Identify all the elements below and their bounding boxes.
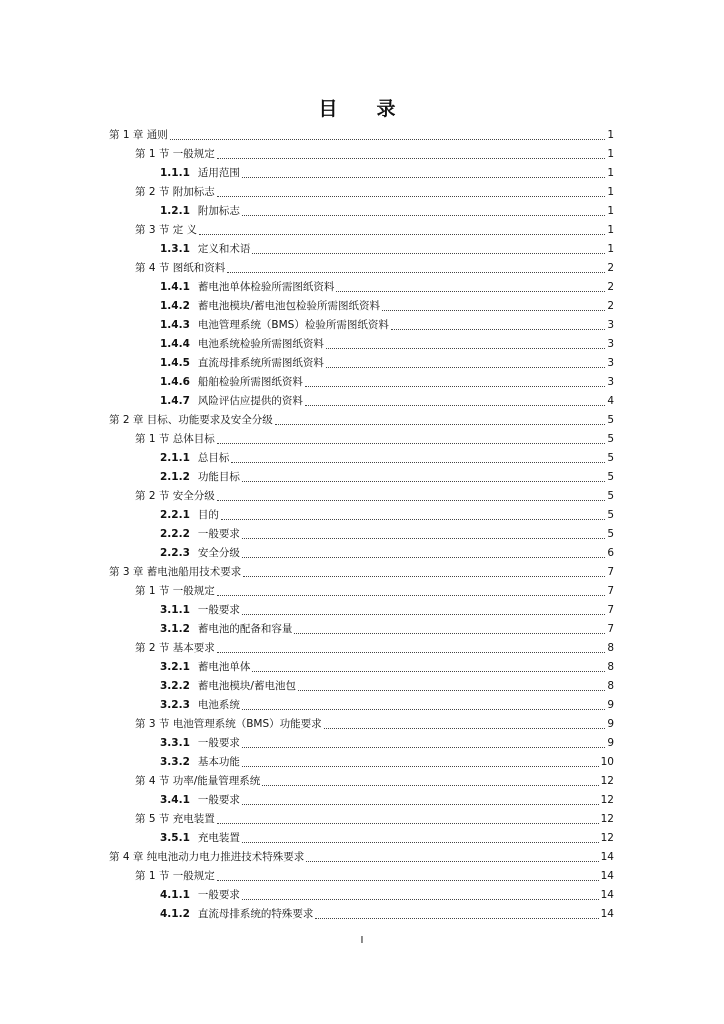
toc-leader-dots: [242, 709, 605, 710]
toc-leader-dots: [242, 481, 605, 482]
toc-entry-number: 3.4.1: [160, 794, 190, 806]
toc-entry[interactable]: [109, 848, 614, 866]
toc-entry-number: 3.1.2: [160, 623, 190, 635]
toc-leader-dots: [217, 652, 606, 653]
toc-entry[interactable]: [135, 183, 614, 201]
toc-leader-dots: [217, 443, 606, 444]
toc-leader-dots: [252, 671, 605, 672]
toc-entry-page: 2: [607, 300, 614, 312]
toc-entry-number: 4.1.2: [160, 908, 190, 920]
toc-entry-page: 7: [607, 623, 614, 635]
toc-entry-number: 3.2.2: [160, 680, 190, 692]
toc-entry-page: 5: [607, 452, 614, 464]
toc-entry[interactable]: [135, 582, 614, 600]
toc-entry[interactable]: [135, 145, 614, 163]
toc-entry-title: 直流母排系统所需图纸资料: [197, 357, 324, 369]
toc-leader-dots: [242, 215, 605, 216]
toc-leader-dots: [242, 614, 605, 615]
toc-leader-dots: [217, 500, 606, 501]
toc-entry-title: 蓄电池的配备和容量: [197, 623, 293, 635]
toc-entry-title: 船舶检验所需图纸资料: [197, 376, 303, 388]
toc-entry-number: 1.4.5: [160, 357, 190, 369]
toc-entry-page: 5: [607, 490, 614, 502]
toc-leader-dots: [242, 557, 605, 558]
toc-leader-dots: [217, 823, 599, 824]
toc-entry[interactable]: [135, 259, 614, 277]
toc-entry-page: 9: [607, 699, 614, 711]
toc-entry[interactable]: [160, 829, 614, 847]
toc-entry-page: 12: [600, 832, 614, 844]
toc-leader-dots: [275, 424, 606, 425]
toc-entry-title: 第 3 节 定 义: [135, 224, 198, 236]
toc-leader-dots: [294, 633, 605, 634]
toc-entry[interactable]: [160, 791, 614, 809]
toc-entry-page: 14: [600, 889, 614, 901]
toc-entry-number: 3.2.3: [160, 699, 190, 711]
toc-entry[interactable]: [160, 240, 614, 258]
toc-entry-page: 12: [600, 794, 614, 806]
toc-entry-title: 目的: [197, 509, 219, 521]
toc-leader-dots: [242, 747, 605, 748]
toc-entry-number: 1.1.1: [160, 167, 190, 179]
toc-entry-title: 第 2 节 附加标志: [135, 186, 215, 198]
toc-leader-dots: [336, 291, 605, 292]
toc-entry-title: 总目标: [197, 452, 230, 464]
toc-leader-dots: [298, 690, 605, 691]
toc-entry-page: 1: [607, 224, 614, 236]
toc-entry-page: 1: [607, 186, 614, 198]
toc-entry[interactable]: [135, 867, 614, 885]
toc-entry-title: 功能目标: [197, 471, 240, 483]
toc-leader-dots: [242, 766, 599, 767]
toc-entry-number: 1.4.1: [160, 281, 190, 293]
toc-entry[interactable]: [109, 563, 614, 581]
toc-entry[interactable]: [160, 886, 614, 904]
toc-entry-number: 1.4.6: [160, 376, 190, 388]
toc-entry[interactable]: [160, 506, 614, 524]
toc-leader-dots: [315, 918, 598, 919]
toc-leader-dots: [242, 177, 605, 178]
toc-leader-dots: [242, 538, 605, 539]
toc-entry[interactable]: [109, 411, 614, 429]
toc-entry-title: 适用范围: [197, 167, 240, 179]
toc-entry-page: 5: [607, 471, 614, 483]
toc-entry[interactable]: [160, 525, 614, 543]
toc-entry[interactable]: [160, 297, 614, 315]
toc-leader-dots: [262, 785, 598, 786]
toc-entry-number: 1.4.4: [160, 338, 190, 350]
toc-entry-page: 9: [607, 737, 614, 749]
toc-entry-page: 8: [607, 680, 614, 692]
toc-entry[interactable]: [135, 772, 614, 790]
toc-entry[interactable]: [135, 430, 614, 448]
toc-entry-page: 5: [607, 433, 614, 445]
toc-entry[interactable]: [160, 544, 614, 562]
toc-entry[interactable]: [135, 639, 614, 657]
toc-entry-number: 2.1.2: [160, 471, 190, 483]
toc-entry-title: 定义和术语: [197, 243, 251, 255]
toc-entry-page: 10: [600, 756, 614, 768]
toc-entry-page: 1: [607, 243, 614, 255]
toc-leader-dots: [217, 595, 606, 596]
toc-entry-page: 6: [607, 547, 614, 559]
toc-entry-page: 8: [607, 642, 614, 654]
toc-entry[interactable]: [160, 658, 614, 676]
toc-entry-number: 3.1.1: [160, 604, 190, 616]
toc-entry-page: 7: [607, 566, 614, 578]
toc-entry-title: 直流母排系统的特殊要求: [197, 908, 314, 920]
toc-entry[interactable]: [160, 753, 614, 771]
toc-entry-title: 第 4 节 功率/能量管理系统: [135, 775, 261, 787]
toc-entry[interactable]: [109, 126, 614, 144]
toc-entry-number: 3.2.1: [160, 661, 190, 673]
toc-entry[interactable]: [160, 696, 614, 714]
toc-leader-dots: [227, 272, 605, 273]
toc-entry-page: 2: [607, 281, 614, 293]
toc-entry-number: 1.3.1: [160, 243, 190, 255]
toc-entry-title: 基本功能: [197, 756, 240, 768]
toc-leader-dots: [217, 196, 606, 197]
toc-entry-title: 蓄电池单体检验所需图纸资料: [197, 281, 335, 293]
toc-entry-title: 第 2 节 基本要求: [135, 642, 215, 654]
toc-entry-title: 第 1 章 通则: [109, 129, 168, 141]
toc-entry[interactable]: [160, 620, 614, 638]
toc-entry-title: 第 1 节 一般规定: [135, 148, 215, 160]
toc-leader-dots: [231, 462, 605, 463]
toc-entry-number: 3.3.2: [160, 756, 190, 768]
toc-leader-dots: [252, 253, 605, 254]
toc-entry-page: 7: [607, 604, 614, 616]
toc-entry-title: 一般要求: [197, 889, 240, 901]
toc-entry-page: 3: [607, 376, 614, 388]
toc-entry[interactable]: [160, 905, 614, 923]
toc-entry-title: 第 1 节 一般规定: [135, 870, 215, 882]
toc-entry[interactable]: [160, 734, 614, 752]
toc-entry-title: 第 3 节 电池管理系统（BMS）功能要求: [135, 718, 322, 730]
toc-leader-dots: [217, 158, 606, 159]
toc-entry-number: 1.4.7: [160, 395, 190, 407]
toc-entry[interactable]: [160, 202, 614, 220]
toc-entry-title: 电池系统: [197, 699, 240, 711]
toc-entry-title: 第 2 章 目标、功能要求及安全分级: [109, 414, 273, 426]
toc-entry-title: 风险评估应提供的资料: [197, 395, 303, 407]
toc-entry-number: 1.4.3: [160, 319, 190, 331]
toc-leader-dots: [243, 576, 605, 577]
toc-entry-number: 2.2.1: [160, 509, 190, 521]
page-number: I: [360, 935, 364, 946]
toc-entry-page: 1: [607, 148, 614, 160]
toc-entry-page: 14: [600, 870, 614, 882]
toc-entry-page: 7: [607, 585, 614, 597]
toc-entry-title: 安全分级: [197, 547, 240, 559]
toc-entry-number: 3.3.1: [160, 737, 190, 749]
toc-entry[interactable]: [160, 468, 614, 486]
toc-entry-title: 第 2 节 安全分级: [135, 490, 215, 502]
toc-entry-page: 3: [607, 338, 614, 350]
toc-entry-page: 5: [607, 509, 614, 521]
toc-entry-page: 12: [600, 775, 614, 787]
toc-leader-dots: [199, 234, 605, 235]
toc-entry-title: 第 1 节 一般规定: [135, 585, 215, 597]
toc-entry-page: 1: [607, 205, 614, 217]
toc-leader-dots: [391, 329, 605, 330]
toc-leader-dots: [221, 519, 605, 520]
toc-entry-number: 1.4.2: [160, 300, 190, 312]
toc-leader-dots: [242, 899, 599, 900]
toc-leader-dots: [324, 728, 606, 729]
toc-entry-title: 电池系统检验所需图纸资料: [197, 338, 324, 350]
toc-entry-title: 第 5 节 充电装置: [135, 813, 215, 825]
toc-entry-page: 9: [607, 718, 614, 730]
toc-entry-title: 蓄电池模块/蓄电池包: [197, 680, 296, 692]
toc-leader-dots: [306, 861, 598, 862]
toc-leader-dots: [305, 405, 605, 406]
toc-entry-page: 1: [607, 129, 614, 141]
toc-entry[interactable]: [160, 449, 614, 467]
toc-entry-title: 蓄电池单体: [197, 661, 251, 673]
toc-entry-number: 2.2.2: [160, 528, 190, 540]
toc-entry-number: 1.2.1: [160, 205, 190, 217]
toc-entry-number: 2.2.3: [160, 547, 190, 559]
toc-entry[interactable]: [160, 354, 614, 372]
toc-entry-title: 蓄电池模块/蓄电池包检验所需图纸资料: [197, 300, 380, 312]
toc-entry[interactable]: [160, 278, 614, 296]
toc-entry-title: 第 4 章 纯电池动力电力推进技术特殊要求: [109, 851, 305, 863]
toc-title: 目 录: [318, 98, 406, 120]
toc-entry[interactable]: [160, 164, 614, 182]
toc-entry-page: 3: [607, 357, 614, 369]
toc-entry-number: 3.5.1: [160, 832, 190, 844]
toc-entry-page: 5: [607, 414, 614, 426]
toc-entry-title: 一般要求: [197, 737, 240, 749]
toc-entry-page: 8: [607, 661, 614, 673]
toc-entry-title: 一般要求: [197, 604, 240, 616]
toc-entry[interactable]: [160, 373, 614, 391]
toc-entry[interactable]: [160, 677, 614, 695]
toc-leader-dots: [305, 386, 605, 387]
toc-entry-page: 14: [600, 908, 614, 920]
toc-entry[interactable]: [160, 601, 614, 619]
toc-entry-title: 第 1 节 总体目标: [135, 433, 215, 445]
toc-entry[interactable]: [160, 316, 614, 334]
toc-entry-title: 电池管理系统（BMS）检验所需图纸资料: [197, 319, 389, 331]
toc-leader-dots: [382, 310, 605, 311]
toc-entry[interactable]: [135, 221, 614, 239]
toc-entry-page: 3: [607, 319, 614, 331]
toc-entry[interactable]: [160, 392, 614, 410]
toc-entry[interactable]: [135, 487, 614, 505]
toc-leader-dots: [242, 804, 599, 805]
toc-entry-page: 14: [600, 851, 614, 863]
toc-entry[interactable]: [135, 715, 614, 733]
toc-leader-dots: [326, 348, 605, 349]
toc-entry-title: 一般要求: [197, 528, 240, 540]
toc-entry-number: 4.1.1: [160, 889, 190, 901]
toc-leader-dots: [170, 139, 606, 140]
toc-entry[interactable]: [160, 335, 614, 353]
toc-entry-title: 一般要求: [197, 794, 240, 806]
toc-entry-page: 1: [607, 167, 614, 179]
toc-entry-page: 2: [607, 262, 614, 274]
toc-entry-title: 第 3 章 蓄电池船用技术要求: [109, 566, 242, 578]
toc-entry-page: 5: [607, 528, 614, 540]
toc-entry-number: 2.1.1: [160, 452, 190, 464]
toc-entry[interactable]: [135, 810, 614, 828]
toc-entry-page: 4: [607, 395, 614, 407]
toc-entry-title: 附加标志: [197, 205, 240, 217]
toc-entry-page: 12: [600, 813, 614, 825]
toc-entry-title: 第 4 节 图纸和资料: [135, 262, 226, 274]
toc-leader-dots: [217, 880, 599, 881]
toc-leader-dots: [326, 367, 605, 368]
toc-leader-dots: [242, 842, 599, 843]
toc-entry-title: 充电装置: [197, 832, 240, 844]
